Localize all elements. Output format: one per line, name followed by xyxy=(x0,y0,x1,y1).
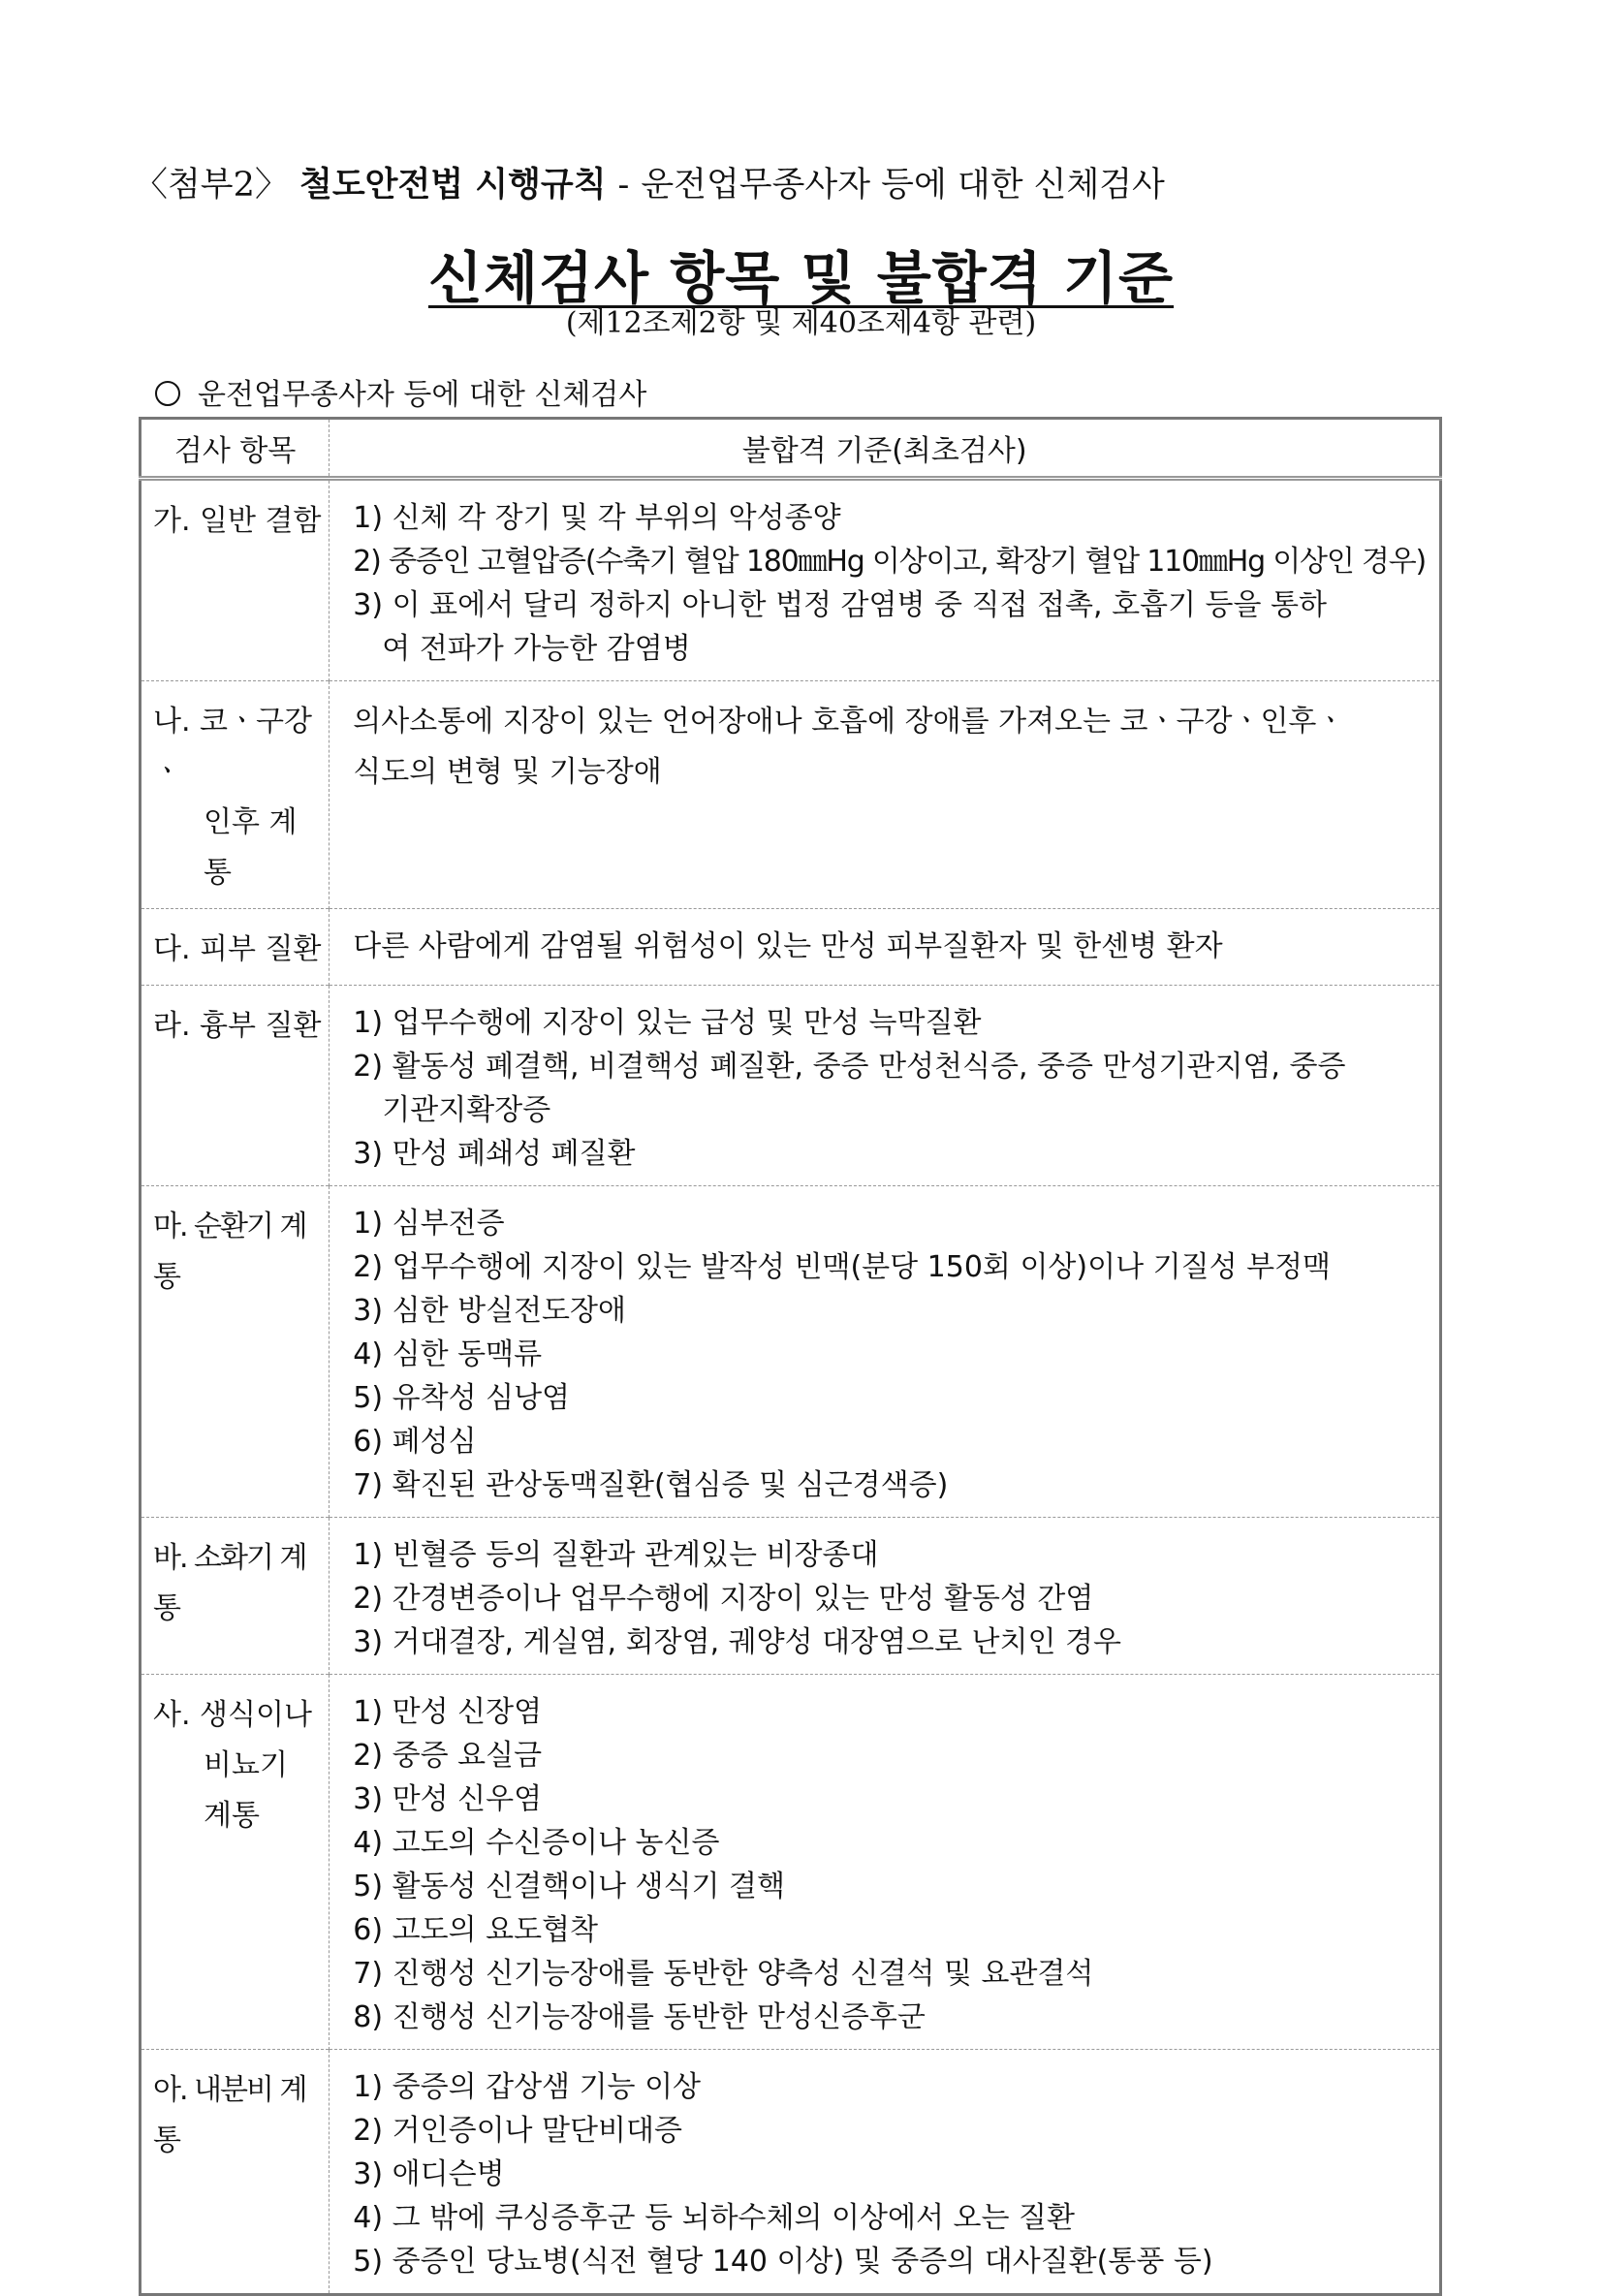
attachment-header xyxy=(134,158,1165,206)
header-subject: 운전업무종사자 등에 대한 신체검사 xyxy=(641,166,1165,204)
criteria-cell xyxy=(330,1675,1441,2050)
criteria-cell xyxy=(330,1518,1441,1675)
item-label: 마. 순환기 계통 xyxy=(153,1210,306,1294)
table-row xyxy=(141,909,1441,986)
item-label: 아. 내분비 계통 xyxy=(153,2073,306,2157)
item-label: 다. 피부 질환 xyxy=(153,932,322,966)
item-label: 바. 소화기 계통 xyxy=(153,1541,306,1625)
criteria-line: 다른 사람에게 감염될 위험성이 있는 만성 피부질환자 및 한센병 환자 xyxy=(353,929,1223,963)
criteria-cell xyxy=(330,909,1441,986)
criteria-line: 2) 거인증이나 말단비대증 xyxy=(353,2114,682,2148)
criteria-line: 2) 간경변증이나 업무수행에 지장이 있는 만성 활동성 간염 xyxy=(353,1582,1094,1616)
attachment-label: 〈첨부2〉 xyxy=(134,166,289,204)
criteria-line: 8) 진행성 신기능장애를 동반한 만성신증후군 xyxy=(353,2000,926,2034)
column-header-item: 검사 항목 xyxy=(141,419,330,479)
criteria-table xyxy=(139,417,1442,2296)
criteria-line: 2) 중증인 고혈압증(수축기 혈압 180㎜Hg 이상이고, 확장기 혈압 110㎜Hg 이상인 경우) xyxy=(353,545,1426,579)
criteria-cell xyxy=(330,681,1441,909)
criteria-line: 1) 업무수행에 지장이 있는 급성 및 만성 늑막질환 xyxy=(353,1006,982,1040)
criteria-line: 1) 빈혈증 등의 질환과 관계있는 비장종대 xyxy=(353,1538,879,1572)
table-row xyxy=(141,1675,1441,2050)
table-row xyxy=(141,1186,1441,1518)
column-header-criteria: 불합격 기준(최초검사) xyxy=(330,419,1441,479)
item-label-continued: 비뇨기 계통 xyxy=(204,1748,288,1833)
criteria-line: 3) 이 표에서 달리 정하지 아니한 법정 감염병 중 직접 접촉, 호흡기 등을 통하 xyxy=(353,588,1328,622)
criteria-line: 1) 중증의 갑상샘 기능 이상 xyxy=(353,2070,702,2104)
criteria-line: 기관지확장증 xyxy=(382,1093,551,1127)
item-cell xyxy=(141,986,330,1186)
item-cell xyxy=(141,1675,330,2050)
criteria-line: 2) 중증 요실금 xyxy=(353,1739,543,1773)
criteria-line: 5) 유착성 심낭염 xyxy=(353,1381,571,1415)
criteria-line: 1) 신체 각 장기 및 각 부위의 악성종양 xyxy=(353,501,841,535)
criteria-line: 3) 심한 방실전도장애 xyxy=(353,1294,626,1328)
section-heading xyxy=(155,370,646,413)
criteria-line: 4) 그 밖에 쿠싱증후군 등 뇌하수체의 이상에서 오는 질환 xyxy=(353,2201,1075,2235)
item-cell xyxy=(141,479,330,681)
law-name: 철도안전법 시행규칙 xyxy=(299,165,607,204)
item-cell xyxy=(141,2050,330,2295)
criteria-cell xyxy=(330,2050,1441,2295)
criteria-line: 6) 고도의 요도협착 xyxy=(353,1913,599,1947)
table-row xyxy=(141,1518,1441,1675)
criteria-line: 3) 거대결장, 게실염, 회장염, 궤양성 대장염으로 난치인 경우 xyxy=(353,1625,1121,1659)
criteria-line: 7) 진행성 신기능장애를 동반한 양측성 신결석 및 요관결석 xyxy=(353,1957,1094,1991)
table-row xyxy=(141,2050,1441,2295)
criteria-line: 식도의 변형 및 기능장애 xyxy=(353,755,662,789)
criteria-line: 3) 애디슨병 xyxy=(353,2157,505,2191)
page-title: 신체검사 항목 및 불합격 기준 xyxy=(427,245,1175,311)
criteria-line: 1) 만성 신장염 xyxy=(353,1695,543,1729)
table-header-row xyxy=(141,419,1441,479)
criteria-line: 4) 심한 동맥류 xyxy=(353,1337,543,1371)
criteria-line: 2) 업무수행에 지장이 있는 발작성 빈맥(분당 150회 이상)이나 기질성 부정맥 xyxy=(353,1250,1332,1284)
item-label: 라. 흉부 질환 xyxy=(153,1009,322,1043)
item-label: 나. 코ㆍ구강ㆍ xyxy=(153,705,312,789)
item-label: 가. 일반 결함 xyxy=(153,504,322,538)
criteria-line: 6) 폐성심 xyxy=(353,1425,477,1459)
table-row xyxy=(141,986,1441,1186)
item-label: 사. 생식이나 xyxy=(153,1698,312,1732)
section-heading-text: 운전업무종사자 등에 대한 신체검사 xyxy=(198,378,647,412)
criteria-line: 7) 확진된 관상동맥질환(협심증 및 심근경색증) xyxy=(353,1468,949,1502)
circle-bullet-icon xyxy=(155,381,180,406)
criteria-line: 5) 중증인 당뇨병(식전 혈당 140 이상) 및 중증의 대사질환(통풍 등) xyxy=(353,2245,1213,2279)
item-label-continued: 인후 계통 xyxy=(204,805,298,890)
item-cell xyxy=(141,1518,330,1675)
item-cell xyxy=(141,1186,330,1518)
table-row xyxy=(141,479,1441,681)
criteria-line: 여 전파가 가능한 감염병 xyxy=(382,632,691,666)
criteria-line: 2) 활동성 폐결핵, 비결핵성 폐질환, 중증 만성천식증, 중증 만성기관지염, 중증 xyxy=(353,1050,1346,1084)
criteria-line: 3) 만성 폐쇄성 폐질환 xyxy=(353,1137,636,1171)
criteria-cell xyxy=(330,1186,1441,1518)
item-cell xyxy=(141,909,330,986)
table-row xyxy=(141,681,1441,909)
criteria-line: 4) 고도의 수신증이나 농신증 xyxy=(353,1826,720,1860)
header-separator: - xyxy=(617,166,630,204)
criteria-line: 3) 만성 신우염 xyxy=(353,1782,543,1816)
item-cell xyxy=(141,681,330,909)
criteria-line: 의사소통에 지장이 있는 언어장애나 호흡에 장애를 가져오는 코ㆍ구강ㆍ인후ㆍ xyxy=(353,705,1345,739)
related-articles: (제12조제2항 및 제40조제4항 관련) xyxy=(565,306,1037,340)
criteria-cell xyxy=(330,479,1441,681)
criteria-cell xyxy=(330,986,1441,1186)
criteria-line: 5) 활동성 신결핵이나 생식기 결핵 xyxy=(353,1870,785,1903)
criteria-line: 1) 심부전증 xyxy=(353,1207,505,1241)
